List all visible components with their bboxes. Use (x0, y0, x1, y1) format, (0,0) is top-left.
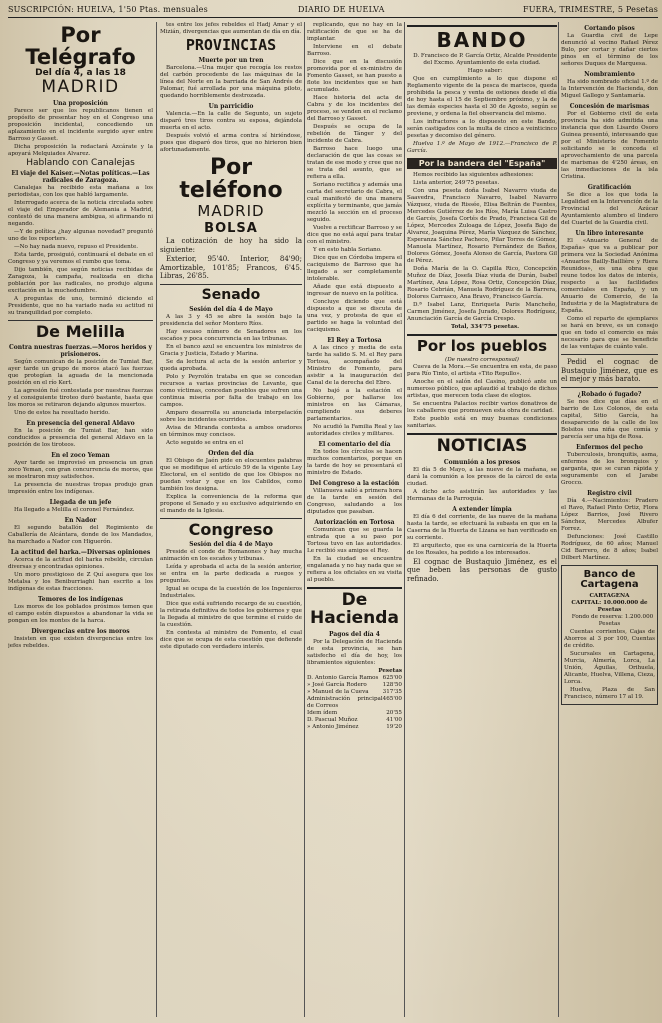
bank-advertisement (561, 565, 658, 705)
payee: » Manuel de la Cueva (307, 688, 369, 695)
paragraph: Explica la conveniencia de la reforma que propone el Senado y su exclusivo adquiriendo en el mando de la Iglesia. (160, 493, 302, 514)
advert-line: El cognac de Bustaquio Jiménez, es el que beben las personas de gusto refinado. (407, 557, 557, 583)
paragraph: Los moros de los poblados próximos temen que el campo estén dispuestos a abandonar la vida se pongan en los montes de la harca. (8, 603, 153, 624)
article-kicker: Comunión a los presos (443, 458, 521, 466)
advert-line: Pedid el cognac de Bustaquio Jiménez, que es el mejor y más barato. (561, 358, 658, 383)
paragraph: El Obispo de Jaén pide en elocuentes palabras que se modifique el artículo 59 de la vigente Ley Electoral, en el sentido de que los Obispos no puedan votar y que en los Cabildos, como también los designa. (160, 457, 302, 492)
column-5 (561, 22, 658, 1020)
column-rule (304, 22, 305, 1017)
paragraph: Concluye diciendo que está dispuesto a que se discuta de una vez, y protesta de que el partido se haga la voluntad del caciquismo. (307, 299, 402, 333)
signature-line: Huelva 1.º de Mayo de 1912.—Francisco de P. García. (407, 141, 557, 154)
paragraph: —No hay nada nuevo, repuso el Presidente. (14, 243, 139, 250)
paragraph: Hago saber: (467, 68, 503, 74)
paragraph: Anoche en el salón del Casino, publicó ante un numeroso público, que aplaudió al trabajo de dichos artistas, que merecen toda clase de elogios. (407, 378, 557, 399)
payee: D. Pascual Muñoz (307, 716, 358, 723)
article-kicker: Llegada de un jefe (49, 498, 112, 506)
masthead (8, 3, 658, 18)
paragraph: Comunican que se guarda la entrada que a su paso por Tortosa tuvo en las autoridades. Le recibió sus amigos el Rey. (307, 527, 402, 554)
paragraph: Dice que está sufriendo recargo de su cuestión, la retirada definitiva de todos los gobiernos y que la llegada al ministro de que termine el ruido de la cuestión. (160, 601, 302, 629)
paragraph: Preside el conde de Romanones y hay mucha animación en los escaños y tribunas. (160, 549, 302, 563)
payment-row (307, 696, 402, 710)
paragraph: Ha llegado a Melilla el coronel Fernández. (14, 506, 135, 513)
paragraph: Por el Gobierno civil de esta provincia ha sido admitida una instancia que don Lisardo Osoro Guinea presentó, interesando que por el Ministerio de Fomento solicitando se le conceda el aprovechamiento de una parcela de marismas de 4'250 áreas, en las inmediaciones de la isla Cristina. (561, 111, 658, 180)
stock-quotes: Exterior, 95'40. Interior, 84'90; Amortizable, 101'85; Francos, 6'45. Libras, 26'85. (160, 255, 302, 281)
payment-row (307, 682, 402, 689)
section-heading-pueblos: Por los pueblos (416, 337, 548, 355)
subscription-outside: FUERA, TRIMESTRE, 5 Pesetas (522, 5, 658, 14)
article-kicker: El viaje del Kaiser.—Notas políticas.—Las radicales de Zaragoza. (11, 169, 150, 184)
dateline: Del día 4, a las 18 (35, 68, 126, 79)
article-kicker: Un parricidio (208, 102, 254, 110)
paragraph: Como el reparto de ejemplares se hará en breve, es un consejo que en todo el comercio es más necesario para que se beneficie de las ventajas de cuánto vale. (561, 316, 658, 350)
column-2 (160, 22, 302, 1020)
paragraph: Acto seguido se entra en el (166, 439, 244, 446)
article-kicker: Concesión de marismas (569, 103, 650, 110)
amount: 41'00 (386, 716, 402, 723)
paragraph: Dijo también, que según noticias recibidas de Zaragoza, la campaña, realizada en dicha población por las radicales, no produjo alguna excitación en la muchedumbre. (8, 266, 153, 294)
amount: 128'50 (382, 681, 402, 688)
section-heading-telefono: Por teléfono (179, 154, 283, 203)
article-kicker: A extender límpia (452, 505, 512, 513)
paragraph: A las cinco y media de esta tarde ha salido S. M. el Rey para Tortosa, acompañado del Ministro de Fomento, para asistir a la inauguración del Canal de la derecha del Ebro. (307, 345, 402, 386)
paragraph: En todos los círculos se hacen muchos comentarios, porque en la tarde de hoy se presentará el ministro de Estado. (307, 449, 402, 476)
session-kicker: Sesión del día 4 de Mayo (189, 305, 273, 313)
article-kicker: Pagos del día 4 (329, 630, 380, 638)
paragraph: Este pueblo está en muy buenas condiciones sanitarias. (407, 415, 557, 429)
paragraph: En la posición de Tumiat Bar, han sido conducidos a presencia del general Aldavo en la posición de los tiroteos. (8, 427, 153, 448)
column-rule (156, 22, 157, 1017)
article-kicker: ¿Robado ó fugado? (577, 390, 642, 398)
amount: 20'55 (386, 709, 402, 716)
paragraph: tes entre los jefes rebeldes el Hadj Amar y el Mizián, divergencias que aumentan de día en día. (160, 22, 302, 35)
paragraph: A dicho acto asistirán las autoridades y las Hermanas de la Parroquia. (407, 488, 557, 502)
paragraph: Polo y Peyrolón trataba en que se concedan recursos a varias provincias de Levante, que como víctimas, concedan pueblos que sufren una continua miseria por falta de trabajo en los campos. (160, 373, 302, 408)
paragraph: Amparo desarrolla su anunciada interpelación sobre los incidentes ocurridos. (160, 409, 302, 423)
bank-city: CARTAGENA (589, 592, 630, 599)
paragraph: Parece ser que los republicanos tienen el propósito de presentar hoy en el Congreso una proposición incidental, concediendo un aplazamiento en el incidente surgido ayer entre Barroso y Gasset. (8, 107, 153, 142)
article-kicker: La actitud del harka.—Diversas opiniones (10, 548, 151, 556)
paragraph: Hace historia del acta de Cabra y de los incidentes del proceso, se venden en el reclamo del Barroso y Gasset. (307, 95, 402, 122)
section-heading-provincias: PROVINCIAS (185, 36, 277, 54)
payment-row (307, 675, 402, 682)
paragraph: La agresión fué contestada por nuestras fuerzas y el consiguiente tiroteo duró bastante, hasta que los moros se retiraron dejando algunos muertos. (8, 387, 153, 408)
payment-row (307, 689, 402, 696)
divider (407, 433, 557, 435)
paragraph: Huelva, Plaza de San Francisco, número 17 al 19. (564, 686, 655, 700)
divider (8, 320, 153, 321)
payee: » José García Rodero (307, 681, 367, 688)
divider (561, 387, 658, 388)
payee: D. Antonio García Ramos (307, 674, 379, 681)
paragraph: Uno de estos ha resultado herido. (14, 409, 110, 416)
column-1 (8, 22, 153, 1020)
paragraph: Ha sido nombrado oficial 1.º de la Intervención de Hacienda, don Miguel Gallego y Santamaría. (561, 79, 658, 99)
section-heading-hacienda: De Hacienda (310, 590, 399, 628)
paragraph: Dicha proposición la redactará Azcárate y la apoyará Melquiades Alvarez. (8, 143, 153, 157)
paragraph: Esta tarde, prosiguió, continuará el debate en el Congreso y ya veremos el rumbo que toma. (8, 251, 153, 265)
article-kicker: Una proposición (52, 99, 109, 107)
column-rule (558, 22, 559, 1017)
article-kicker: Divergencias entre los moros (31, 627, 130, 635)
article-kicker: En presencia del general Aldavo (26, 419, 135, 427)
paragraph: Se da lectura al acta de la sesión anterior y queda aprobada. (160, 358, 302, 372)
paragraph: Dice que en la discusión promovida por el ex-ministro de Fomento Gasset, se han puesto a flote los incidentes que se han acumulado. (307, 59, 402, 93)
paragraph: No acudió la Familia Real y las autoridades civiles y militares. (307, 424, 402, 437)
paragraph: La Guardia civil de Lepe denunció al vecino Rafael Pérez Bulo, por cortar y dañar ciertos pinos en el término de los señores Duques de Marquesa. (561, 33, 658, 67)
paragraph: Con una peseta doña Isabel Navarro viuda de Saavedra, Francisco Navarro, Isabel Navarro Vázquez, viuda de Rissée, Elisa Beltrán de Fuentes, Mercedes Gutiérrez de los Ríos, María Luisa Castro de Garcés, Josefa Cortés de Prado, Francisca Gil de López, Mercedes Zuloaga de López, Josefa Bajo de Álvarez, Joaquina Pérez, María Vázquez de Sánchez, Esperanza Sánchez Pacheco, Pilar Torres de Gómez, Manuela Martínez, Rosario Fernández de Baños, Dolores Gómez, Josefa Alonso de García, Pastora Gil de Pérez. (407, 188, 557, 264)
article-kicker: Registro civil (587, 489, 632, 497)
bolsa-heading: BOLSA (204, 220, 258, 236)
paragraph: Día 4.—Nacimientos: Pradero el Ravo, Rafael Pinto Ortiz, Flora López Barrios, José Rivero Sánchez, Mercedes Albufer Forrez. (561, 497, 658, 532)
paragraph: Igual se ocupa de la cuestión de los Ingenieros Industriales. (160, 586, 302, 600)
paragraph: El día 6 del corriente, de las nueve de la mañana hasta la tarde, se efectuará la subasta en que en la Caserna de la Huerta de Lizana se han verificado en su corriente. (407, 513, 557, 541)
paragraph: D.ª Isabel Lanz, Enriqueta Paris Mancheño, Carmen Jiménez, Josefa Jurado, Dolores Rodríguez, Anunciación García de García Crespo. (407, 302, 557, 322)
section-heading-telegrafo: Por Telégrafo (25, 23, 136, 70)
article-kicker: El comentario del día (318, 441, 391, 448)
article-kicker: El Rey a Tortosa (327, 337, 382, 344)
paragraph: Acerca de la actitud del harka rebelde, circulan diversas y encontradas opiniones. (8, 556, 153, 570)
paragraph: Tuberculosis, bronquitis, asma, enfermos de los bronquios y garganta, que se curan rápida y seguramente con el Jarabe Grocco. (561, 451, 658, 486)
paragraph: En la ciudad se encuentra engalanada y no hay nada que se refiera a los oficiales en su visita al pueblo. (307, 556, 402, 583)
paragraph: Doña María de la O. Capilla Rico, Concepción Muñoz de Díaz, Josefa Díaz viuda de Durán, Isabel Martínez, Ana López, Rosa Ortiz, Concepción Díaz, Rosario Cebrián, Manuela Rodríguez de la Barrera, Dolores Carrasco, Ana Bravo, Francisco García. (407, 266, 557, 300)
city-heading: MADRID (197, 201, 265, 220)
subscription-local: SUSCRIPCIÓN: HUELVA, 1'50 Ptas. mensuales (8, 5, 208, 14)
paragraph: Sucursales en Cartagena, Murcia, Almería, Lorca, La Unión, Águilas, Orihuela, Alicante, Huelva, Villena, Cieza, Lorca. (564, 650, 655, 685)
paragraph: Añade que está dispuesto a ingresar de nuevo en la política. (307, 284, 402, 297)
paragraph: D. Francisco de P. García Ortiz, Alcalde Presidente del Excmo. Ayuntamiento de esta ciudad. (413, 53, 557, 66)
article-kicker: Muerte por un tren (198, 56, 264, 64)
section-heading-melilla: De Melilla (35, 321, 126, 341)
column-4 (407, 22, 557, 1020)
currency-label: Pesetas (378, 667, 402, 674)
section-banner-espana: Por la bandera del "España" (407, 158, 557, 169)
bank-capital: CAPITAL: 10.000.000 de Pesetas (571, 599, 648, 613)
paragraph: Ayer tarde se improvisó en presencia un gran zoco Yeman, con gran concurrencia de moros, que se mostraron muy satisfechos. (8, 459, 153, 480)
paragraph: Se nos dice que días en el barrio de Los Colonos, de esta capital, Sitio García, ha desaparecido de la calle de los Bolsitos una niña que comía y parecía ser una hija de Rosa. (561, 398, 658, 440)
paragraph: Vuelve a rectificar Barroso y se dice que no está aquí para tratar con el ministro. (307, 225, 402, 245)
paragraph: Barroso hace luego una declaración de que las cosas se tratan de ese modo y cree que no se trata del asunto, que se refiera a ella. (307, 146, 402, 180)
bank-name: Banco de Cartagena (580, 568, 639, 590)
article-kicker: Un libro interesante (575, 230, 644, 237)
paragraph: Avisa de Miranda contesta a ambos oradores en términos muy concisos. (160, 424, 302, 438)
byline: (De nuestro corresponsal) (445, 356, 519, 363)
paragraph: Según comunican de la posición de Tumiat Bar, ayer tarde un grupo de moros atacó las fuerzas que protegían la aguada de la mencionada posición en el río Kert. (8, 358, 153, 386)
column-rule (404, 22, 405, 1017)
city-heading: MADRID (41, 77, 120, 98)
paragraph: Soriano rectifica y además una carta del secretario de Cabra, el cual manifestó de una manera explícita y terminante, que jamás mezcló la sección en el proceso seguido. (307, 182, 402, 223)
paragraph: Barcelona.—Una mujer que recogía los restos del carbón procedente de las máquinas de la línea del Norte en la barriada de San Andrés de Palomar, fué arrollada por una máquina piloto, quedando horriblemente destrozada. (160, 64, 302, 99)
paragraph: Después se ocupa de la rebelión de Tánger y del incidente de Cabra. (307, 124, 402, 144)
paragraph: Dice que en Córdoba impera el caciquismo de Barroso que ha llegado a ser completamente intolerable. (307, 255, 402, 282)
total-line: Total, 334'75 pesetas. (450, 324, 520, 330)
payments-header (307, 668, 402, 675)
article-kicker: Orden del día (208, 449, 254, 457)
payee: Administración principal de Correos (307, 695, 383, 709)
payment-row (307, 724, 402, 731)
section-heading-congreso: Congreso (188, 519, 274, 539)
payee: Idem ídem (307, 709, 338, 716)
paragraph: Villanueva salió a primera hora de la tarde en sesión del Congreso, saludando a los diputados que pasaban. (307, 488, 402, 515)
amount: 317'35 (382, 688, 402, 695)
article-kicker: Gratificación (587, 184, 632, 191)
divider (160, 284, 302, 285)
paragraph: Fondo de reserva: 1.200.000 Pesetas (571, 613, 654, 627)
session-kicker: Sesión del día 4 de Mayo (189, 541, 273, 549)
subheading: Hablando con Canalejas (26, 157, 135, 168)
paragraph: El día 5 de Mayo, a las nueve de la mañana, se dará la comunión a los presos de la cárcel de esta ciudad. (407, 466, 557, 487)
paragraph: A las 3 y 45 se abre la sesión bajo la presidencia del señor Montero Ríos. (160, 313, 302, 327)
paragraph: En contesta al ministro de Fomento, el cual dice que se ocupa de esta cuestión que defiende este diputado con verdadero interés. (160, 630, 302, 651)
paragraph: Hemos recibido las siguientes adhesiones: (413, 172, 534, 178)
amount: 19'20 (386, 723, 402, 730)
paragraph: Cuentas corrientes, Cajas de Ahorros al 3 por 100, Cuentas de crédito. (564, 628, 655, 649)
paragraph: El segundo batallón del Regimiento de Caballería de Alcántara, donde de los Mandados, ha marchado a Nador con Higuerón. (8, 524, 153, 545)
divider (307, 587, 402, 589)
paragraph: Interrogado acerca de la noticia circulada sobre el viaje del Emperador de Alemania a Madrid, contestó de una manera ambigua, si afirmando ni negando. (8, 199, 153, 227)
paragraph: En el banco azul se encuentra los ministros de Gracia y Justicia, Estado y Marina. (160, 343, 302, 357)
paragraph: —Y de política ¿hay algunas novedad? preguntó uno de los reporters. (8, 228, 153, 242)
column-3 (307, 22, 402, 1020)
paragraph: Por la Delegación de Hacienda de esta provincia, se han satisfecho el día de hoy, los libramientos siguientes: (307, 638, 402, 666)
section-heading-bando: BANDO (436, 28, 528, 52)
divider (561, 354, 658, 355)
paragraph: Los infractores a lo dispuesto en este Bando, serán castigados con la multa de cinco a veinticinco pesetas y decomiso del género. (407, 119, 557, 139)
divider (407, 25, 557, 27)
paragraph: Que en cumplimiento a lo que dispone el Reglamento vigente de la pesca de mariscos, queda prohibida la pesca y venta de ostiones desde el día de hoy hasta el 15 de Septiembre próximo, y la de las demás especies hasta el 30 de Agosto, según se previene, y ordena la fiel observancia del mismo. (407, 76, 557, 117)
article-kicker: Del Congreso a la estación (309, 480, 400, 487)
paragraph: La cotización de hoy ha sido la siguiente: (160, 237, 302, 254)
paragraph: Después volvió el arma contra sí hiriéndose, pues que disparó dos tiros, que no hirieron bien afortunadamente. (160, 132, 302, 153)
article-kicker: Contra nuestras fuerzas.—Moros heridos y prisioneros. (9, 343, 152, 358)
paragraph: La presencia de nuestras tropas produjo gran impresión entre los indígenas. (8, 481, 153, 495)
payee: » Antonio Jiménez (307, 723, 359, 730)
article-kicker: Cortando pisos (584, 25, 635, 32)
paragraph: Se dice a los que toda la Legalidad en la Intervención de la Provincial del Azúcar Ayuntamiento alumbro el lindero del Cuartel de la Guardia civil. (561, 192, 658, 226)
paragraph: Un moro prestigioso de Z Quí asegura que los Metalsa y los Beniburriaghi han escrito a los indígenas de estas fracciones. (8, 571, 153, 592)
divider (407, 334, 557, 336)
article-kicker: En el zoco Yeman (51, 451, 110, 459)
paragraph: Canalejas ha recibido esta mañana a los periodistas, con los que habló largamente. (8, 184, 153, 198)
divider (160, 518, 302, 519)
paragraph: No bajó a la estación el Gobierno, por hallarse los ministros en las Cámaras, cumpliendo sus deberes parlamentarios. (307, 388, 402, 422)
paragraph: A preguntas de uno, terminó diciendo el Presidente, que no ha variado nada su actitud ni su tranquilidad por completo. (8, 295, 153, 316)
paragraph: Leída y aprobada el acta de la sesión anterior, se entra en la parte dedicada a ruegos y preguntas. (160, 564, 302, 585)
paragraph: Hay escaso número de Senadores en los escaños y poca concurrencia en las tribunas. (160, 328, 302, 342)
payment-row (307, 710, 402, 717)
article-kicker: Enfermos del pecho (576, 443, 643, 451)
paragraph: Y en esto habla Soriano. (313, 247, 382, 253)
paragraph: Cueva de la Mora.—Se encuentra en esta, de paso para Río Tinto, el artista «Tito Repullo». (407, 363, 557, 377)
amount: 625'00 (382, 674, 402, 681)
paragraph: replicando, que no hay en la ratificación de que se ha de implantar. (307, 22, 402, 42)
paragraph: Interviene en el debate Barroso. (307, 44, 402, 57)
article-kicker: Nombramiento (584, 71, 635, 78)
amount: 465'00 (382, 695, 402, 702)
section-heading-senado: Senado (201, 286, 261, 303)
paragraph: Lista anterior, 249'75 pesetas. (413, 180, 500, 186)
paragraph: Se encuentra Palacios recibir varios donativos de los caballeros que promueven esta obra de caridad. (407, 400, 557, 414)
paragraph: Valencia.—En la calle de Segunto, un sujeto disparó tres tiros contra su esposa, dejándola muerta en el acto. (160, 110, 302, 131)
paragraph: El «Anuario General de España» que va a publicar por primera vez la Sociedad Anónima «Anuarios Bailly-Baillière y Riera Reunidos», es una obra que reune todos los datos de interés, respecto a las facilidades comerciales en España, y un Anuario de Comercio, de la Industria y de la Magistratura de España. (561, 238, 658, 314)
article-kicker: En Nador (64, 516, 97, 524)
payment-row (307, 717, 402, 724)
section-heading-noticias: NOTICIAS (436, 435, 528, 456)
paragraph: Insisten en que existen divergencias entre los jefes rebeldes. (8, 635, 153, 649)
paragraph: Defunciones: José Castillo Rodríguez, de 60 años; Manuel Cid Barrero, de 8 años; Isabel Dilbert Martínez. (561, 533, 658, 561)
article-kicker: Autorización en Tortosa (314, 519, 395, 526)
article-kicker: Temores de los indígenas (38, 595, 123, 603)
paragraph: El arquitecto, que es una carnicería de la Huerta de los Rosales, ha pedido a los interesados. (407, 542, 557, 556)
newspaper-title: DIARIO DE HUELVA (298, 5, 385, 14)
